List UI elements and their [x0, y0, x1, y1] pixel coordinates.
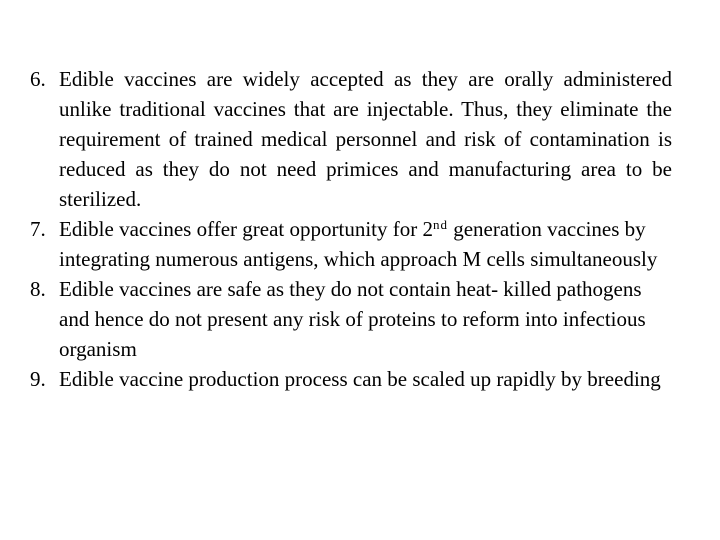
list-item — [30, 274, 672, 364]
item-number: 9. — [30, 367, 46, 391]
item-number: 8. — [30, 277, 46, 301]
numbered-list — [30, 64, 672, 394]
item-text: Edible vaccine production process can be scaled up rapidly by breeding — [59, 367, 661, 391]
item-text: Edible vaccines are safe as they do not contain heat- killed pathogens and hence do not present any risk of proteins to reform into infectious organism — [59, 277, 646, 361]
item-superscript: nd — [432, 217, 448, 232]
item-text-before: Edible vaccines offer great opportunity for 2 — [59, 217, 433, 241]
item-text: Edible vaccines are widely accepted as they are orally administered unlike traditional vaccines that are injectable. Thus, they eliminate the requirement of trained medical personnel and risk of contamination is reduced as they do not need primices and manufacturing area to be sterilized. — [59, 67, 672, 211]
list-item — [30, 364, 672, 394]
item-text-after: generation vaccines by integrating numerous antigens, which approach M cells simultaneously — [59, 217, 658, 271]
item-number: 7. — [30, 217, 46, 241]
list-item — [30, 214, 672, 274]
item-number: 6. — [30, 67, 46, 91]
list-item — [30, 64, 672, 214]
